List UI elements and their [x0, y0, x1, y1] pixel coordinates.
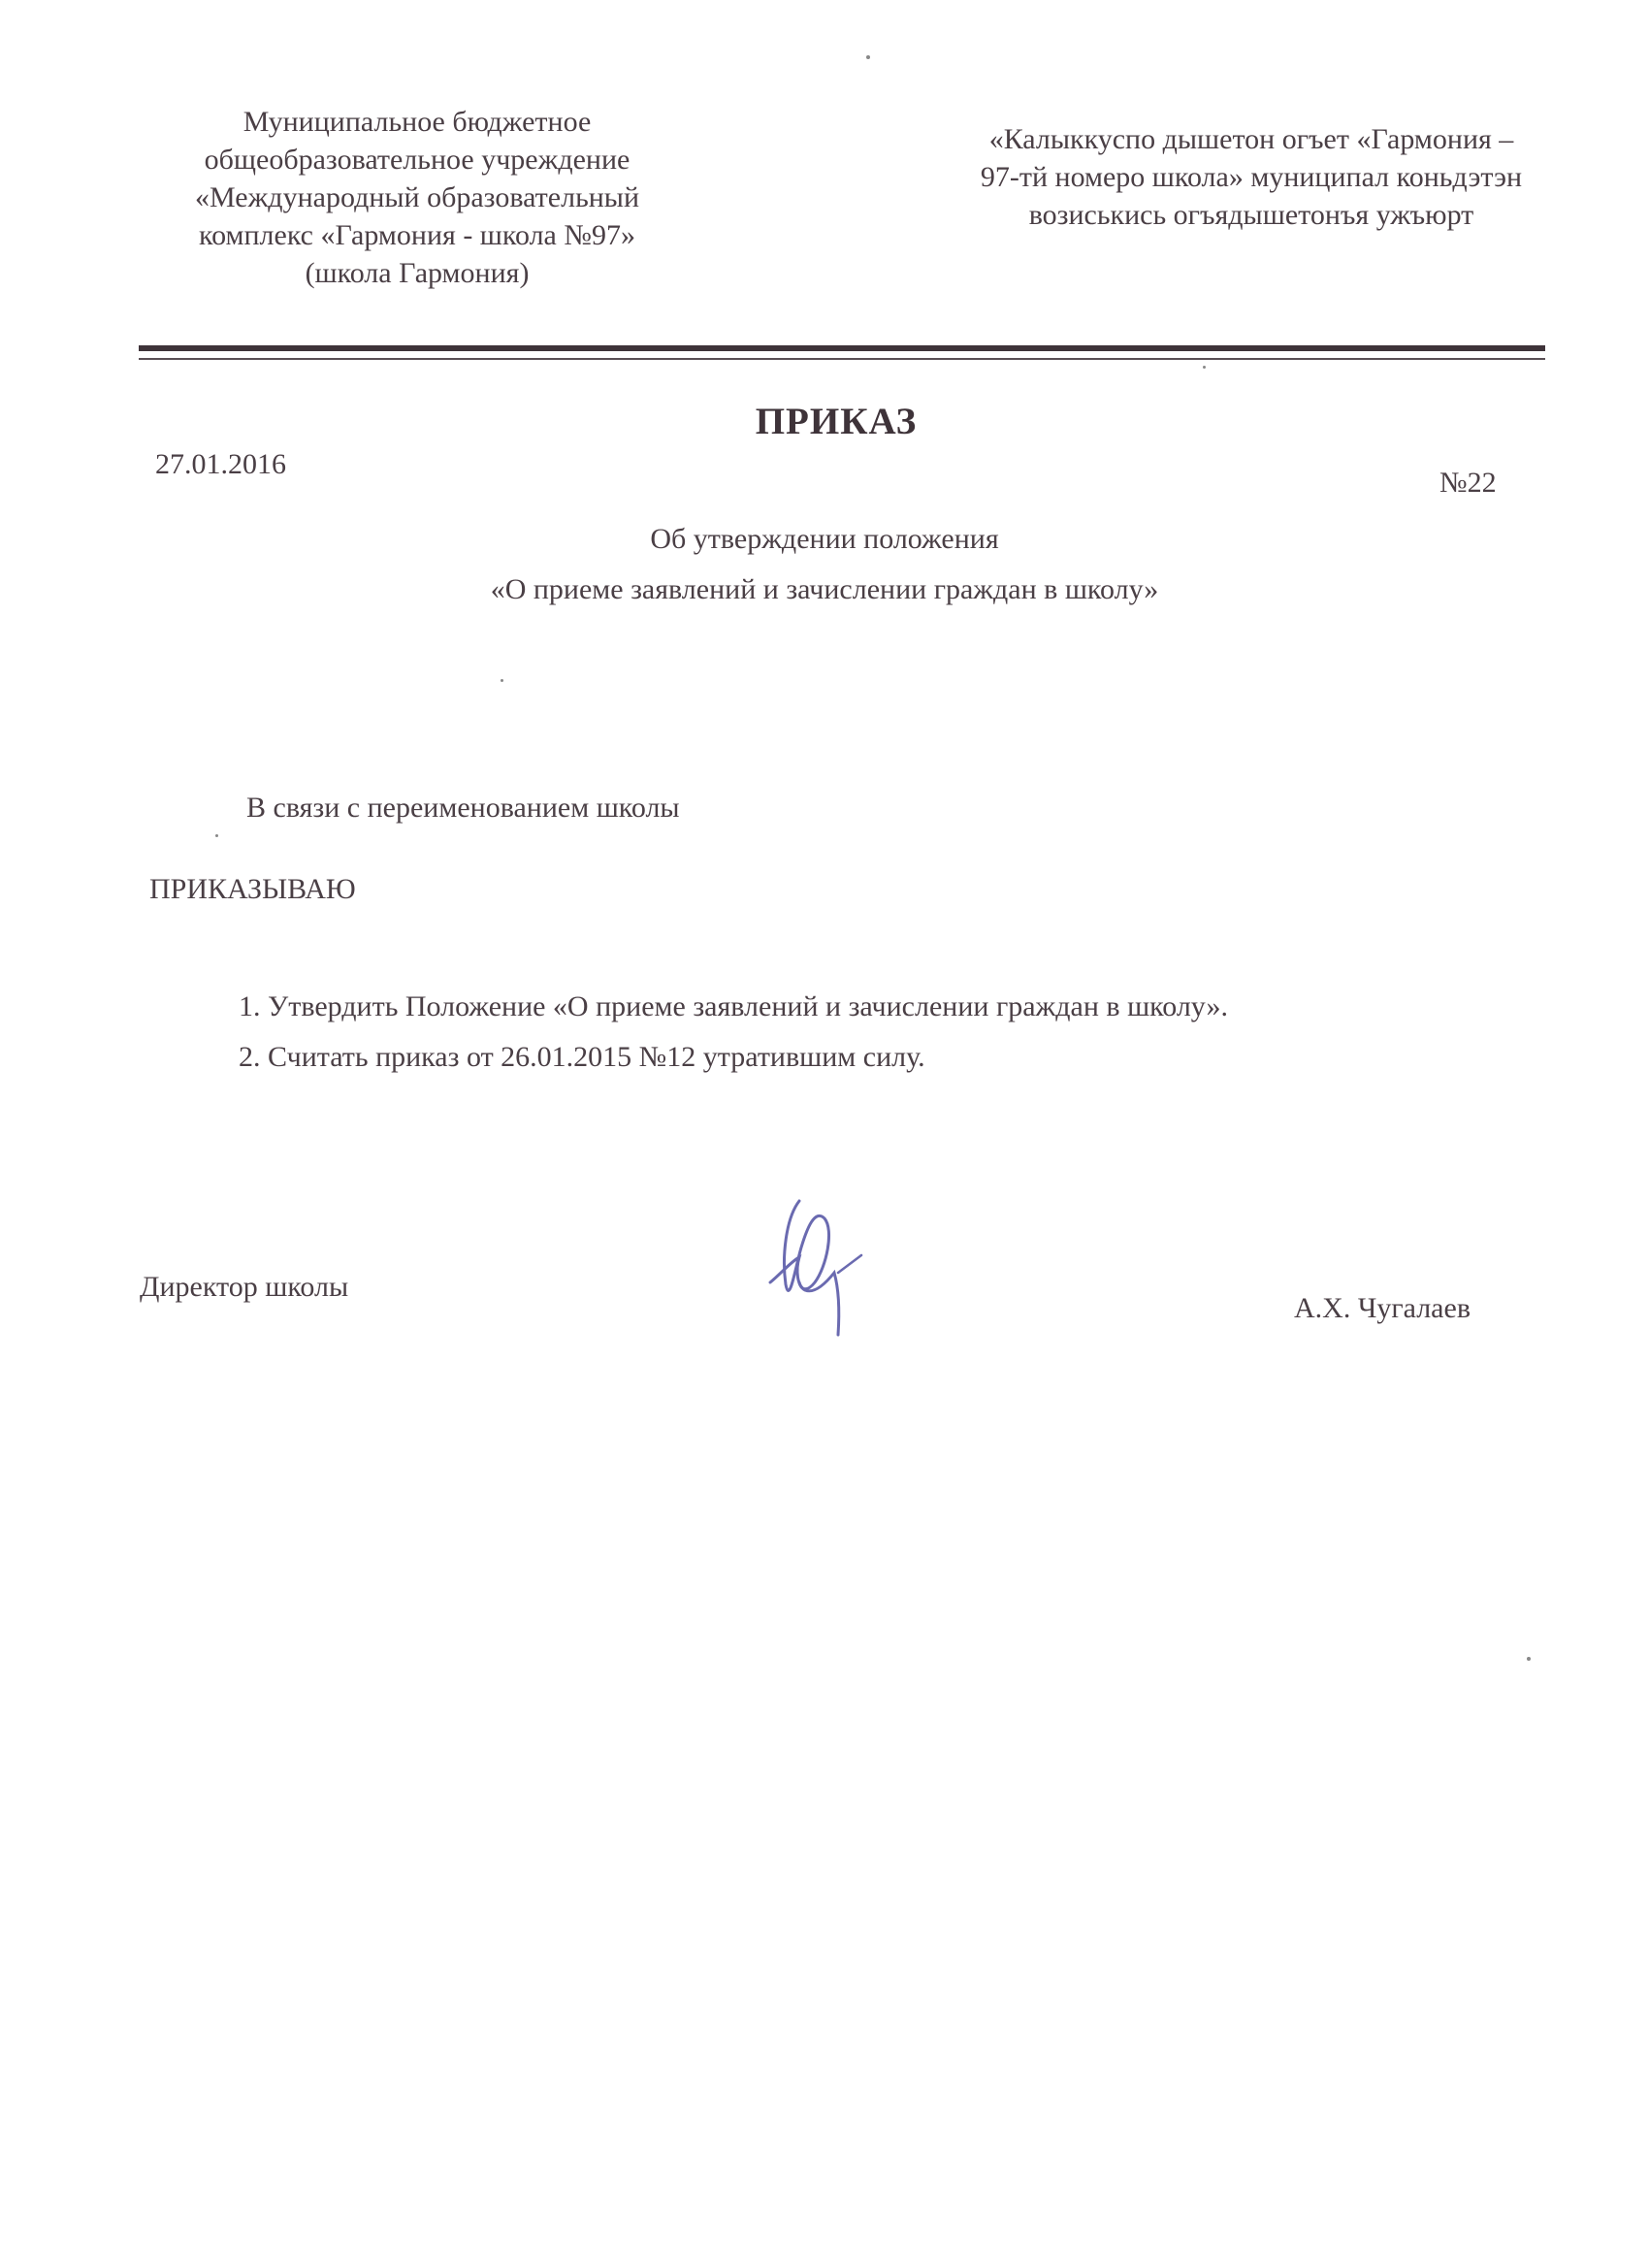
header-left-line: «Международный образовательный [194, 181, 640, 213]
header-right-line: «Калыккуспо дышетон огъет «Гармония – [988, 123, 1514, 155]
signatory-name: А.Х. Чугалаев [1294, 1292, 1471, 1324]
scan-speck [1527, 1657, 1531, 1661]
signatory-position: Директор школы [140, 1271, 349, 1303]
scan-speck [501, 679, 503, 682]
header-left-line: (школа Гармония) [305, 257, 530, 289]
header-right-line: возиськись огъядышетонъя ужъюрт [1028, 199, 1474, 231]
order-reason: В связи с переименованием школы [246, 792, 680, 824]
header-divider-thick [139, 345, 1545, 351]
order-item: 2. Считать приказ от 26.01.2015 №12 утратившим силу. [239, 1041, 925, 1073]
document-subject [0, 514, 1649, 615]
header-right-line: 97-тй номеро школа» муниципал коньдэтэн [980, 161, 1523, 193]
document-number: №22 [1439, 467, 1497, 499]
handwritten-signature [757, 1189, 873, 1345]
order-item: 1. Утвердить Положение «О приеме заявлений и зачислении граждан в школу». [239, 990, 1229, 1022]
document-date: 27.01.2016 [155, 448, 286, 480]
header-left-line: общеобразовательное учреждение [204, 144, 630, 176]
header-right-org-name [912, 120, 1591, 234]
header-left-org-name [155, 103, 679, 292]
subject-line: «О приеме заявлений и зачислении граждан в школу» [490, 573, 1159, 605]
subject-line: Об утверждении положения [650, 523, 999, 555]
header-divider-thin [139, 358, 1545, 360]
scan-speck [215, 834, 218, 837]
order-items-list [239, 982, 1228, 1083]
scan-speck [1203, 366, 1206, 369]
scan-speck [866, 55, 870, 59]
document-title: ПРИКАЗ [755, 401, 918, 442]
order-directive: ПРИКАЗЫВАЮ [149, 873, 356, 905]
header-left-line: Муниципальное бюджетное [242, 106, 592, 138]
header-left-line: комплекс «Гармония - школа №97» [199, 219, 635, 251]
